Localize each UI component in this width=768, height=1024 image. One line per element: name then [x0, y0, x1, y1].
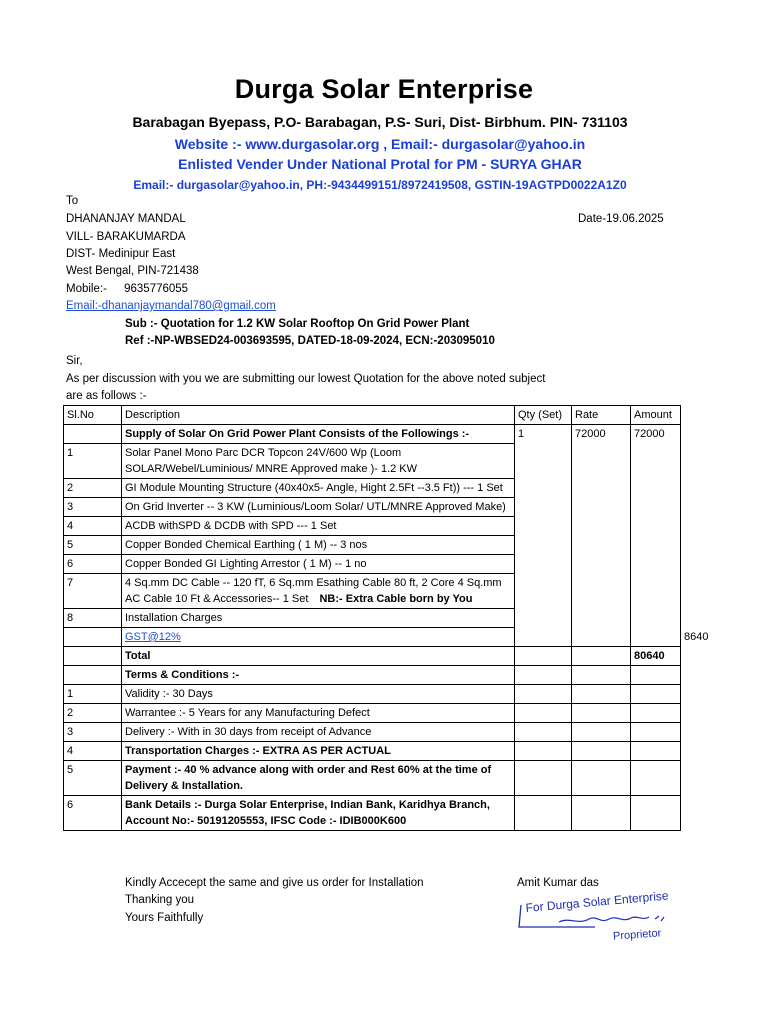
table-row	[64, 685, 681, 704]
mobile-label: Mobile:-	[66, 283, 107, 295]
quote-date: Date-19.06.2025	[578, 213, 664, 225]
mobile-number: 9635776055	[124, 283, 189, 295]
website-line: Website :- www.durgasolar.org , Email:- durgasolar@yahoo.in	[174, 136, 586, 152]
recipient-state: West Bengal, PIN-721438	[66, 265, 199, 277]
row-description: Solar Panel Mono Parc DCR Topcon 24V/600 Wp (Loom SOLAR/Webel/Luminious/ MNRE Approved make )- 1.2 KW	[122, 444, 515, 479]
stamp-for-text: For Durga Solar Enterprise	[525, 888, 670, 915]
row-description: Installation Charges	[122, 609, 515, 628]
table-row	[64, 761, 681, 796]
salutation: Sir,	[66, 355, 83, 367]
row-description: On Grid Inverter -- 3 KW (Luminious/Loom Solar/ UTL/MNRE Approved Make)	[122, 498, 515, 517]
recipient-email-link[interactable]: Email:-dhananjaymandal780@gmail.com	[66, 300, 276, 312]
recipient-name: DHANANJAY MANDAL	[66, 213, 186, 225]
row-slno: 5	[64, 761, 122, 796]
signature-scribble-icon	[557, 909, 677, 929]
recipient-mobile	[66, 283, 188, 295]
row-slno	[64, 425, 122, 444]
supply-rate: 72000	[572, 425, 631, 647]
total-label: Total	[122, 647, 515, 666]
row-description: Copper Bonded GI Lighting Arrestor ( 1 M) -- 1 no	[122, 555, 515, 574]
row-slno: 1	[64, 444, 122, 479]
to-label: To	[66, 195, 79, 207]
recipient-village: VILL- BARAKUMARDA	[66, 231, 186, 243]
term-text: Validity :- 30 Days	[122, 685, 515, 704]
row-slno: 2	[64, 479, 122, 498]
company-name: Durga Solar Enterprise	[234, 74, 534, 104]
cable-description: 4 Sq.mm DC Cable -- 120 fT, 6 Sq.mm Esathing Cable 80 ft, 2 Core 4 Sq.mm AC Cable 10 Ft & Accessories-- 1 Set	[125, 577, 502, 605]
term-text: Bank Details :- Durga Solar Enterprise, Indian Bank, Karidhya Branch, Account No:- 50191205553, IFSC Code :- IDIB000K600	[122, 796, 515, 831]
table-header-row	[64, 406, 681, 425]
cable-note: NB:- Extra Cable born by You	[319, 593, 473, 605]
quotation-table	[63, 405, 709, 831]
header-description: Description	[122, 406, 515, 425]
enlisted-line: Enlisted Vender Under National Protal for PM - SURYA GHAR	[178, 156, 582, 172]
intro-line-1: As per discussion with you we are submitting our lowest Quotation for the above noted subject	[66, 373, 546, 385]
table-row	[64, 796, 681, 831]
empty-rate	[572, 647, 631, 666]
row-description: ACDB withSPD & DCDB with SPD --- 1 Set	[122, 517, 515, 536]
row-slno: 1	[64, 685, 122, 704]
header-qty: Qty (Set)	[515, 406, 572, 425]
table-row	[64, 742, 681, 761]
row-description	[122, 574, 515, 609]
supply-description: Supply of Solar On Grid Power Plant Consists of the Followings :-	[122, 425, 515, 444]
header-rate: Rate	[572, 406, 631, 425]
closing-line-3: Yours Faithfully	[125, 912, 204, 924]
row-slno: 7	[64, 574, 122, 609]
row-description: GI Module Mounting Structure (40x40x5- Angle, Hight 2.5Ft --3.5 Ft)) --- 1 Set	[122, 479, 515, 498]
total-amount: 80640	[631, 647, 681, 666]
header-slno: Sl.No	[64, 406, 122, 425]
row-slno	[64, 628, 122, 647]
row-slno: 5	[64, 536, 122, 555]
intro-line-2: are as follows :-	[66, 390, 147, 402]
signature-stamp	[515, 888, 685, 948]
row-slno: 3	[64, 498, 122, 517]
row-description: Copper Bonded Chemical Earthing ( 1 M) -- 3 nos	[122, 536, 515, 555]
table-row	[64, 704, 681, 723]
recipient-district: DIST- Medinipur East	[66, 248, 176, 260]
row-slno: 6	[64, 796, 122, 831]
row-slno: 4	[64, 517, 122, 536]
table-row	[64, 723, 681, 742]
row-slno	[64, 666, 122, 685]
stamp-title: Proprietor	[612, 927, 662, 943]
supply-amount: 72000	[631, 425, 681, 647]
company-address: Barabagan Byepass, P.O- Barabagan, P.S- Suri, Dist- Birbhum. PIN- 731103	[132, 114, 628, 130]
contact-line: Email:- durgasolar@yahoo.in, PH:-9434499151/8972419508, GSTIN-19AGTPD0022A1Z0	[133, 178, 627, 192]
supply-qty: 1	[515, 425, 572, 647]
terms-heading: Terms & Conditions :-	[122, 666, 515, 685]
term-text: Delivery :- With in 30 days from receipt of Advance	[122, 723, 515, 742]
empty-qty	[515, 647, 572, 666]
term-text: Transportation Charges :- EXTRA AS PER ACTUAL	[122, 742, 515, 761]
row-slno: 6	[64, 555, 122, 574]
closing-line-1: Kindly Accecept the same and give us order for Installation	[125, 877, 424, 889]
header-amount: Amount	[631, 406, 681, 425]
signatory-name: Amit Kumar das	[517, 877, 599, 889]
gst-label-link[interactable]: GST@12%	[122, 628, 515, 647]
row-slno: 4	[64, 742, 122, 761]
row-slno: 8	[64, 609, 122, 628]
closing-line-2: Thanking you	[125, 894, 195, 906]
row-slno	[64, 647, 122, 666]
table-row: GST@12% 8640	[64, 628, 681, 647]
reference-line: Ref :-NP-WBSED24-003693595, DATED-18-09-2024, ECN:-203095010	[125, 335, 495, 347]
term-text: Warrantee :- 5 Years for any Manufacturing Defect	[122, 704, 515, 723]
row-slno: 2	[64, 704, 122, 723]
table-row	[64, 666, 681, 685]
table-row	[64, 647, 681, 666]
subject-line: Sub :- Quotation for 1.2 KW Solar Rooftop On Grid Power Plant	[125, 318, 470, 330]
term-text: Payment :- 40 % advance along with order and Rest 60% at the time of Delivery & Installation.	[122, 761, 515, 796]
table-row	[64, 425, 681, 444]
row-slno: 3	[64, 723, 122, 742]
